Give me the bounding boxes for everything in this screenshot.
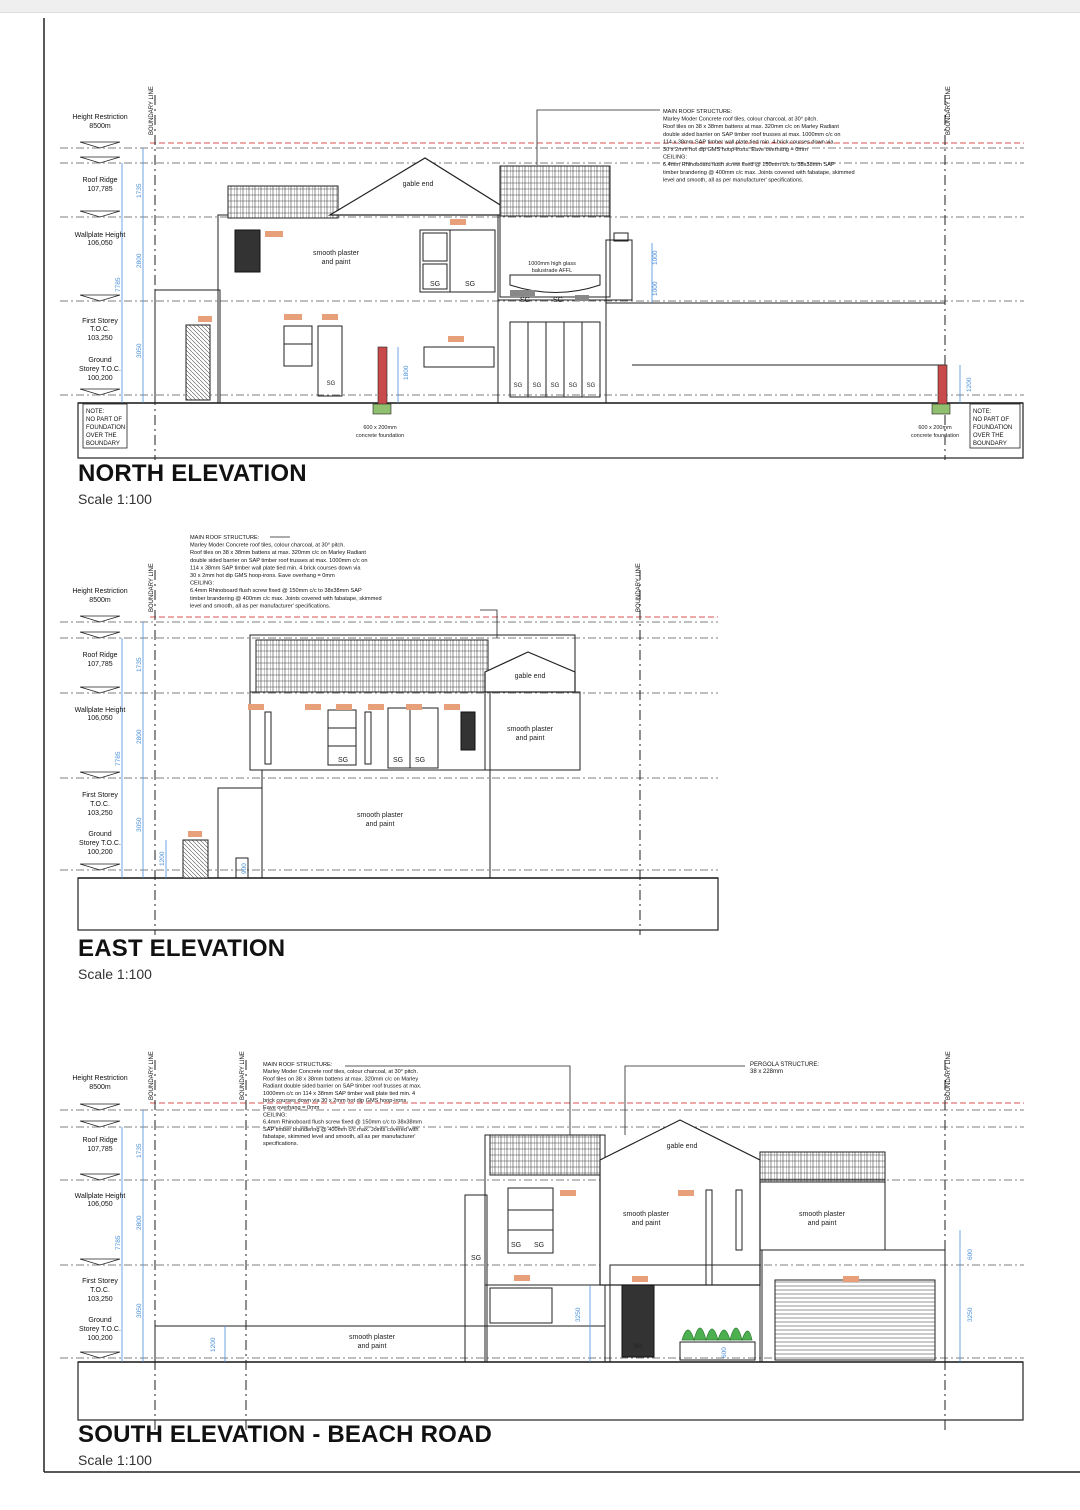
roof-note-line: 30 x 2mm hot dip GMS hoop-irons. Eave overhang = 0mm	[663, 147, 808, 153]
ground-storey-label-2: Storey T.O.C.	[79, 1326, 121, 1333]
sg-label: SG	[414, 757, 426, 764]
roof-ridge-value: 107,785	[87, 1146, 113, 1153]
dim-1000-b: 1000	[652, 281, 659, 296]
note-line: FOUNDATION	[86, 425, 126, 431]
pergola-label: PERGOLA STRUCTURE:	[750, 1062, 820, 1068]
height-restriction-label: Height Restriction	[72, 1075, 128, 1082]
note-line: BOUNDARY	[973, 441, 1007, 447]
level-marker-icon	[80, 211, 120, 217]
level-marker-icon	[80, 687, 120, 693]
roof-note-line: timber brandering @ 400mm c/c max. Joints covered with fabatape, skimmed	[190, 595, 382, 602]
east-elevation-scale: Scale 1:100	[78, 966, 152, 982]
roof-note-line: 30 x 2mm hot dip GMS hoop-irons. Eave overhang = 0mm	[190, 573, 335, 579]
note-line: NO PART OF	[86, 417, 123, 423]
level-marker-icon	[80, 142, 120, 148]
dim-2800: 2800	[136, 253, 143, 268]
east-elevation	[60, 537, 718, 935]
level-marker-icon	[80, 772, 120, 778]
wallplate-label: Wallplate Height	[74, 1193, 126, 1200]
dim-3050: 3050	[136, 343, 143, 358]
dim-1735: 1735	[136, 1143, 143, 1158]
level-marker-icon	[80, 1259, 120, 1265]
level-marker-icon	[80, 295, 120, 301]
roof-note-line: specifications.	[263, 1141, 299, 1148]
roof-note-line: Roof tiles on 38 x 38mm battens at max. 320mm c/c on Marley Radiant	[663, 124, 839, 131]
plaster-label-2: and paint	[807, 1220, 837, 1227]
first-storey-label: First Storey	[82, 1278, 118, 1285]
roof-note-line: Eave overhang = 0mm	[263, 1105, 320, 1112]
foundation-label: 600 x 200mm	[363, 425, 397, 431]
roof-note-line: double sided barrier on SAP timber roof trusses at max. 1000mm c/c on	[190, 557, 368, 564]
plaster-label-2: and paint	[357, 1343, 387, 1350]
roof-note-line: MAIN ROOF STRUCTURE:	[263, 1062, 333, 1068]
roof-note-line: MAIN ROOF STRUCTURE:	[190, 535, 260, 541]
ground-storey-label-2: Storey T.O.C.	[79, 366, 121, 373]
roof-note-line: Marley Moder Concrete roof tiles, colour charcoal, at 30° pitch.	[663, 116, 818, 123]
foundation-label-2: concrete foundation	[355, 433, 405, 439]
plaster-label: smooth plaster	[799, 1211, 845, 1218]
sg-label: SG	[513, 383, 523, 389]
wallplate-label: Wallplate Height	[74, 707, 126, 714]
first-storey-label: First Storey	[82, 318, 118, 325]
dim-1200: 1200	[159, 851, 166, 866]
plaster-label: smooth plaster	[313, 250, 359, 257]
roof-note-line: fabatape, skimmed level and smooth, all as per manufacturer'	[263, 1134, 416, 1140]
roof-ridge-label: Roof Ridge	[82, 652, 118, 659]
south-level-labels	[72, 1075, 127, 1342]
sg-label: SG	[510, 1242, 522, 1249]
pergola-label-2: 38 x 228mm	[750, 1069, 784, 1075]
level-marker-icon	[80, 616, 120, 622]
gable-end-label: gable end	[514, 673, 546, 680]
gable-end-label: gable end	[402, 181, 434, 188]
ground-storey-label: Ground	[88, 357, 112, 364]
note-line: NOTE:	[86, 409, 105, 415]
first-storey-value: 103,250	[87, 810, 113, 817]
dim-1000: 1000	[652, 250, 659, 265]
roof-note-line: Marley Moder Concrete roof tiles, colour charcoal, at 30° pitch.	[190, 542, 345, 549]
east-level-labels	[72, 588, 127, 856]
roof-note-line: CEILING:	[190, 580, 214, 587]
east-elevation-title: EAST ELEVATION	[78, 935, 286, 962]
dim-600: 600	[967, 1249, 974, 1260]
sg-label: SG	[392, 757, 404, 764]
roof-ridge-label: Roof Ridge	[82, 1137, 118, 1144]
boundary-line-label: BOUNDARY LINE	[946, 86, 952, 135]
level-marker-icon	[80, 1121, 120, 1127]
dim-600: 600	[721, 1347, 728, 1358]
roof-note-line: 114 x 38mm SAP timber wall plate tied min. 4 brick courses down via	[663, 139, 834, 146]
ground-storey-value: 100,200	[87, 1335, 113, 1342]
dim-2800: 2800	[136, 1215, 143, 1230]
ground-storey-value: 100,200	[87, 375, 113, 382]
wallplate-label: Wallplate Height	[74, 232, 126, 239]
dim-2800: 2800	[136, 729, 143, 744]
note-line: NO PART OF	[973, 417, 1010, 423]
north-level-labels	[72, 114, 127, 382]
roof-note-line: Radiant double sided barrier on SAP timber roof trusses at max.	[263, 1083, 422, 1090]
roof-note-line: CEILING:	[663, 154, 687, 161]
roof-note-line: SAP timber brandering @ 400mm c/c max. Joints covered with	[263, 1126, 419, 1133]
dim-1735: 1735	[136, 183, 143, 198]
sg-label: SG	[464, 281, 476, 288]
wallplate-value: 106,050	[87, 715, 113, 722]
north-elevation-scale: Scale 1:100	[78, 491, 152, 507]
first-storey-value: 103,250	[87, 1296, 113, 1303]
dim-7785: 7785	[115, 277, 122, 292]
roof-ridge-value: 107,785	[87, 661, 113, 668]
dim-3050: 3050	[136, 1303, 143, 1318]
foundation-notes	[86, 409, 1012, 1075]
boundary-line-label: BOUNDARY LINE	[946, 1051, 952, 1100]
dim-1800: 1800	[403, 365, 410, 380]
gable-end-label: gable end	[666, 1143, 698, 1150]
sg-label: SG	[470, 1255, 482, 1262]
plaster-label-2: and paint	[515, 735, 545, 742]
level-marker-icon	[80, 1104, 120, 1110]
sg-label: SG	[550, 383, 560, 389]
boundary-line-label: BOUNDARY LINE	[149, 563, 155, 612]
north-elevation	[60, 95, 1024, 460]
sg-label: SG	[633, 1344, 643, 1350]
sg-label: SG	[337, 757, 349, 764]
ground-storey-label: Ground	[88, 831, 112, 838]
ground-storey-label-2: Storey T.O.C.	[79, 840, 121, 847]
boundary-line-label: BOUNDARY LINE	[149, 86, 155, 135]
roof-note-line: 1000mm c/c on 114 x 38mm SAP timber wall plate tied min. 4	[263, 1090, 416, 1097]
roof-ridge-value: 107,785	[87, 186, 113, 193]
plaster-label-2: and paint	[631, 1220, 661, 1227]
note-line: NOTE:	[973, 409, 992, 415]
height-restriction-label: Height Restriction	[72, 588, 128, 595]
note-line: BOUNDARY	[86, 441, 120, 447]
plaster-label: smooth plaster	[357, 812, 403, 819]
note-line: OVER THE	[973, 433, 1004, 439]
foundation-label-2: concrete foundation	[910, 433, 960, 439]
roof-structure-note-east	[190, 535, 382, 609]
first-storey-value: 103,250	[87, 335, 113, 342]
sg-label: SG	[326, 381, 336, 387]
height-restriction-value: 8500m	[89, 597, 111, 604]
dim-3250: 3250	[967, 1307, 974, 1322]
roof-note-line: 6.4mm Rhinoboard flush screw fixed @ 150mm c/c to 38x38mm SAP	[190, 588, 362, 595]
sg-label: SG	[568, 383, 578, 389]
level-marker-icon	[80, 157, 120, 163]
plaster-label: smooth plaster	[623, 1211, 669, 1218]
plaster-label-2: and paint	[321, 259, 351, 266]
north-elevation-title: NORTH ELEVATION	[78, 460, 307, 487]
level-marker-icon	[80, 1352, 120, 1358]
roof-note-line: 6.4mm Rhinoboard flush screw fixed @ 150mm c/c to 38x38mm	[263, 1119, 422, 1126]
roof-structure-note-south	[263, 1062, 422, 1147]
roof-note-line: Roof tiles on 38 x 38mm battens at max. 320mm c/c on Marley	[263, 1076, 419, 1083]
wallplate-value: 106,050	[87, 1201, 113, 1208]
roof-note-line: 114 x 38mm SAP timber wall plate tied min. 4 brick courses down via	[190, 565, 361, 572]
roof-ridge-label: Roof Ridge	[82, 177, 118, 184]
note-line: OVER THE	[86, 433, 117, 439]
roof-note-line: 6.4mm Rhinoboard flush screw fixed @ 150mm c/c to 38x38mm SAP	[663, 162, 835, 169]
roof-note-line: brick courses down via 30 x 2mm hot dip GMS hoop-irons.	[263, 1098, 408, 1104]
south-elevation-scale: Scale 1:100	[78, 1452, 152, 1468]
sg-label: SG	[429, 281, 441, 288]
sg-label: SG	[533, 1242, 545, 1249]
roof-note-line: CEILING:	[263, 1112, 287, 1119]
roof-note-line: level and smooth, all as per manufacturer' specifications.	[663, 177, 804, 184]
roof-note-line: timber brandering @ 400mm c/c max. Joints covered with fabatape, skimmed	[663, 169, 855, 176]
first-storey-label-2: T.O.C.	[90, 801, 110, 808]
boundary-line-label: BOUNDARY LINE	[149, 1051, 155, 1100]
dim-900: 900	[241, 863, 248, 874]
dim-7785: 7785	[115, 1235, 122, 1250]
height-restriction-value: 8500m	[89, 123, 111, 130]
dim-1200: 1200	[966, 377, 973, 392]
note-line: FOUNDATION	[973, 425, 1013, 431]
roof-note-line: MAIN ROOF STRUCTURE:	[663, 109, 733, 115]
ground-storey-value: 100,200	[87, 849, 113, 856]
boundary-line-label: BOUNDARY LINE	[636, 563, 642, 612]
level-marker-icon	[80, 632, 120, 638]
roof-note-line: level and smooth, all as per manufacturer' specifications.	[190, 603, 331, 610]
dim-3050: 3050	[136, 817, 143, 832]
sg-label: SG	[519, 297, 531, 304]
sg-label: SG	[532, 383, 542, 389]
foundation-label: 600 x 200mm	[918, 425, 952, 431]
level-marker-icon	[80, 389, 120, 395]
south-elevation-title: SOUTH ELEVATION - BEACH ROAD	[78, 1421, 493, 1448]
first-storey-label-2: T.O.C.	[90, 326, 110, 333]
height-restriction-value: 8500m	[89, 1084, 111, 1091]
roof-note-line: Roof tiles on 38 x 38mm battens at max. 320mm c/c on Marley Radiant	[190, 550, 366, 557]
plaster-label: smooth plaster	[507, 726, 553, 733]
dim-1735: 1735	[136, 657, 143, 672]
first-storey-label: First Storey	[82, 792, 118, 799]
wallplate-value: 106,050	[87, 240, 113, 247]
sg-label: SG	[552, 297, 564, 304]
level-marker-icon	[80, 864, 120, 870]
dim-7785: 7785	[115, 751, 122, 766]
dim-1200: 1200	[210, 1337, 217, 1352]
height-restriction-label: Height Restriction	[72, 114, 128, 121]
balustrade-label: 1000mm high glass	[528, 261, 576, 267]
level-marker-icon	[80, 1174, 120, 1180]
roof-note-line: double sided barrier on SAP timber roof trusses at max. 1000mm c/c on	[663, 131, 841, 138]
dim-3250: 3250	[575, 1307, 582, 1322]
balustrade-label-2: balustrade AFFL	[531, 268, 573, 274]
roof-note-line: Marley Moder Concrete roof tiles, colour charcoal, at 30° pitch.	[263, 1069, 418, 1076]
plaster-label: smooth plaster	[349, 1334, 395, 1341]
ground-storey-label: Ground	[88, 1317, 112, 1324]
roof-structure-note-north	[663, 109, 855, 183]
first-storey-label-2: T.O.C.	[90, 1287, 110, 1294]
plaster-label-2: and paint	[365, 821, 395, 828]
sg-label: SG	[586, 383, 596, 389]
boundary-line-label: BOUNDARY LINE	[240, 1051, 246, 1100]
